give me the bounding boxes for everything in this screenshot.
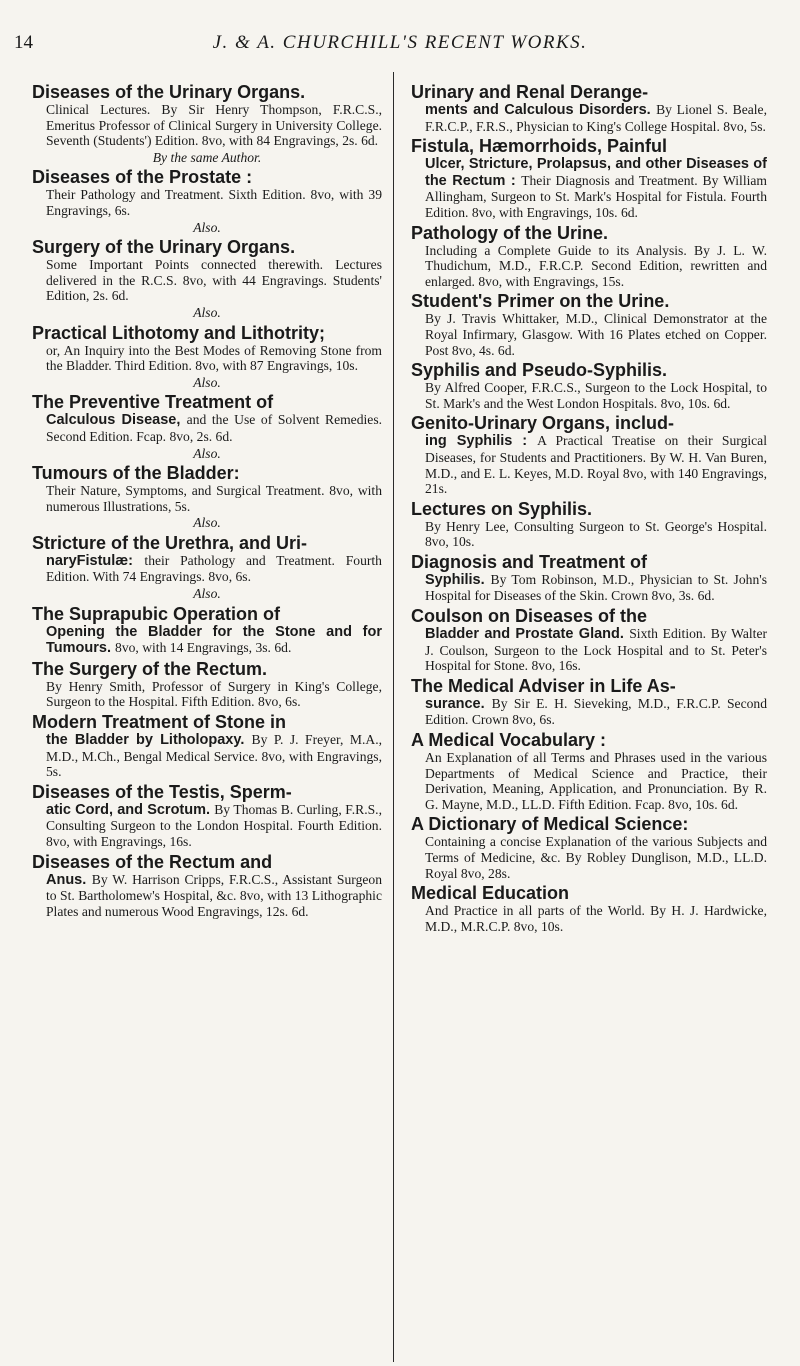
book-entry: [32, 782, 382, 850]
book-description: A Practical Treatise on their Surgical Diseases, for Students and Practitioners. By W. H. Van Buren, M.D., and E. L. Keyes, M.D. Royal 8vo, with 140 Engravings, 21s.: [425, 433, 767, 497]
book-description: or, An Inquiry into the Best Modes of Removing Stone from the Bladder. Third Edition. 8vo, with 87 Engravings, 10s.: [46, 342, 382, 374]
book-entry: [32, 237, 382, 320]
book-title-continuation: the Bladder by Litholopaxy.: [46, 732, 252, 749]
book-title-continuation: Opening the Bladder for the Stone and for Tumours.: [46, 623, 382, 657]
book-entry: [32, 323, 382, 391]
book-entry: [411, 814, 767, 881]
book-title: Surgery of the Urinary Organs.: [32, 237, 296, 258]
book-title: Diseases of the Rectum and: [32, 851, 273, 872]
column-divider: [393, 72, 394, 1362]
book-title-continuation: Bladder and Prostate Gland.: [425, 626, 630, 643]
book-title: The Medical Adviser in Life As-: [411, 675, 676, 696]
book-title: A Dictionary of Medical Science:: [411, 814, 689, 835]
book-entry: [32, 712, 382, 780]
book-entry: [411, 82, 767, 134]
book-title: Genito-Urinary Organs, includ-: [411, 413, 675, 434]
book-title: Syphilis and Pseudo-Syphilis.: [411, 360, 668, 381]
book-entry: [32, 852, 382, 920]
book-description: By Sir E. H. Sieveking, M.D., F.R.C.P. Second Edition. Crown 8vo, 6s.: [425, 695, 767, 728]
book-description: By Henry Lee, Consulting Surgeon to St. George's Hospital. 8vo, 10s.: [425, 518, 767, 550]
book-title-continuation: Anus.: [46, 871, 92, 888]
book-entry: [411, 291, 767, 358]
book-title: Medical Education: [411, 883, 570, 904]
book-title: Diagnosis and Treatment of: [411, 551, 648, 572]
book-description: By J. Travis Whittaker, M.D., Clinical Demonstrator at the Royal Infirmary, Glasgow. With 16 Plates etched on Copper. Post 8vo, 4s. 6d.: [425, 311, 767, 358]
book-description: By W. Harrison Cripps, F.R.C.S., Assistant Surgeon to St. Bartholomew's Hospital, &c. 8vo, with 13 Lithographic Plates and numerous Wood Engravings, 12s. 6d.: [46, 871, 382, 919]
book-title-continuation: ing Syphilis :: [425, 433, 538, 450]
book-title: Fistula, Hæmorrhoids, Painful: [411, 136, 668, 157]
book-entry: [411, 606, 767, 674]
book-description: Their Nature, Symptoms, and Surgical Treatment. 8vo, with numerous Illustrations, 5s.: [46, 483, 382, 514]
book-description: and the Use of Solvent Remedies. Second Edition. Fcap. 8vo, 2s. 6d.: [46, 412, 383, 444]
book-description: Containing a concise Explanation of the various Subjects and Terms of Medicine, &c. By Robley Dunglison, M.D., LL.D. Royal 8vo, 28s.: [425, 834, 767, 881]
book-title-continuation: surance.: [425, 695, 492, 712]
book-entry: [411, 730, 767, 812]
book-title: Diseases of the Testis, Sperm-: [32, 781, 292, 802]
book-entry: [32, 167, 382, 235]
book-description: Their Diagnosis and Treatment. By William Allingham, Surgeon to St. Mark's Hospital for Fistula. Fourth Edition. 8vo, with Engravings, 10s. 6d.: [425, 172, 767, 220]
also-note: Also.: [193, 219, 221, 235]
also-note: Also.: [193, 445, 221, 461]
book-title: The Preventive Treatment of: [32, 392, 274, 413]
book-entry: [32, 604, 382, 657]
book-description: Including a Complete Guide to its Analysis. By J. L. W. Thudichum, M.D., F.R.C.P. Second Edition, rewritten and enlarged. 8vo, with Engravings, 15s.: [425, 242, 767, 289]
book-description: Their Pathology and Treatment. Sixth Edition. 8vo, with 39 Engravings, 6s.: [46, 187, 382, 218]
also-note: By the same Author.: [152, 149, 262, 165]
book-description: Clinical Lectures. By Sir Henry Thompson, F.R.C.S., Emeritus Professor of Clinical Surgery in University College. Seventh (Students') Edition. 8vo, with 84 Engravings, 2s. 6d.: [46, 102, 382, 149]
book-title: The Surgery of the Rectum.: [32, 658, 268, 679]
book-title: The Suprapubic Operation of: [32, 603, 281, 624]
book-description: Sixth Edition. By Walter J. Coulson, Surgeon to the Lock Hospital and to St. Peter's Hospital for Stone. 8vo, 16s.: [425, 626, 768, 674]
book-entry: [411, 552, 767, 604]
book-description: By P. J. Freyer, M.A., M.D., M.Ch., Bengal Medical Service. 8vo, with Engravings, 5s.: [46, 732, 382, 780]
book-description: By Henry Smith, Professor of Surgery in King's College, Surgeon to the Hospital. Fifth Edition. 8vo, 6s.: [46, 678, 382, 710]
book-entry: [411, 499, 767, 550]
book-description: By Thomas B. Curling, F.R.S., Consulting Surgeon to the London Hospital. Fourth Edition. 8vo, with Engravings, 16s.: [46, 801, 382, 849]
book-title-continuation: ments and Calculous Disorders.: [425, 102, 657, 118]
book-title: Pathology of the Urine.: [411, 222, 609, 243]
book-entry: [411, 136, 767, 220]
book-entry: [411, 883, 767, 934]
book-entry: [32, 463, 382, 531]
book-entry: [411, 360, 767, 411]
book-title-continuation: Ulcer, Stricture, Prolapsus, and other Diseases of the Rectum :: [425, 156, 767, 189]
running-head: J. & A. CHURCHILL'S RECENT WORKS.: [212, 32, 588, 53]
book-entry: [32, 392, 382, 461]
book-title: Coulson on Diseases of the: [411, 606, 648, 627]
book-title-continuation: Syphilis.: [425, 571, 491, 588]
book-description: Some Important Points connected therewith. Lectures delivered in the R.C.S. 8vo, with 44 Engravings. Students' Edition, 2s. 6d.: [46, 257, 382, 304]
book-title: Lectures on Syphilis.: [411, 498, 593, 519]
right-column: [411, 82, 767, 936]
book-title: Student's Primer on the Urine.: [411, 291, 670, 312]
book-entry: [32, 659, 382, 710]
book-description: By Tom Robinson, M.D., Physician to St. John's Hospital for Diseases of the Skin. Crown 8vo, 3s. 6d.: [425, 571, 767, 604]
book-title-continuation: Calculous Disease,: [46, 412, 187, 429]
book-entry: [32, 533, 382, 602]
book-description: their Pathology and Treatment. Fourth Edition. With 74 Engravings. 8vo, 6s.: [46, 552, 382, 585]
book-description: An Explanation of all Terms and Phrases used in the various Departments of Medical Science and Practice, their Derivation, Meaning, Application, and Pronunciation. By R. G. Mayne, M.D., LL.D. Fifth Edition. Fcap. 8vo, 10s. 6d.: [425, 750, 767, 812]
book-description: And Practice in all parts of the World. By H. J. Hardwicke, M.D., M.R.C.P. 8vo, 10s.: [425, 903, 767, 934]
book-title-continuation: naryFistulæ:: [46, 552, 145, 569]
left-column: [32, 82, 382, 921]
also-note: Also.: [193, 586, 221, 602]
book-description: 8vo, with 14 Engravings, 3s. 6d.: [115, 640, 292, 656]
book-title: Diseases of the Prostate :: [32, 167, 253, 188]
book-entry: [411, 676, 767, 728]
book-title: Practical Lithotomy and Lithotrity;: [32, 322, 326, 343]
book-title: Tumours of the Bladder:: [32, 463, 240, 484]
book-title: Stricture of the Urethra, and Uri-: [32, 532, 308, 553]
also-note: Also.: [193, 374, 221, 390]
also-note: Also.: [193, 304, 221, 320]
book-description: By Alfred Cooper, F.R.C.S., Surgeon to the Lock Hospital, to St. Mark's and the West London Hospitals. 8vo, 10s. 6d.: [425, 380, 767, 411]
also-note: Also.: [193, 515, 221, 531]
book-entry: [411, 413, 767, 496]
book-title: Diseases of the Urinary Organs.: [32, 82, 306, 102]
book-title: Urinary and Renal Derange-: [411, 82, 649, 102]
book-entry: [411, 223, 767, 290]
book-title-continuation: atic Cord, and Scrotum.: [46, 801, 215, 818]
book-description: By Lionel S. Beale, F.R.C.P., F.R.S., Physician to King's College Hospital. 8vo, 5s.: [425, 102, 767, 134]
book-entry: [32, 82, 382, 165]
book-title: Modern Treatment of Stone in: [32, 712, 287, 733]
page-number: 14: [14, 32, 33, 53]
book-title: A Medical Vocabulary :: [411, 730, 607, 751]
